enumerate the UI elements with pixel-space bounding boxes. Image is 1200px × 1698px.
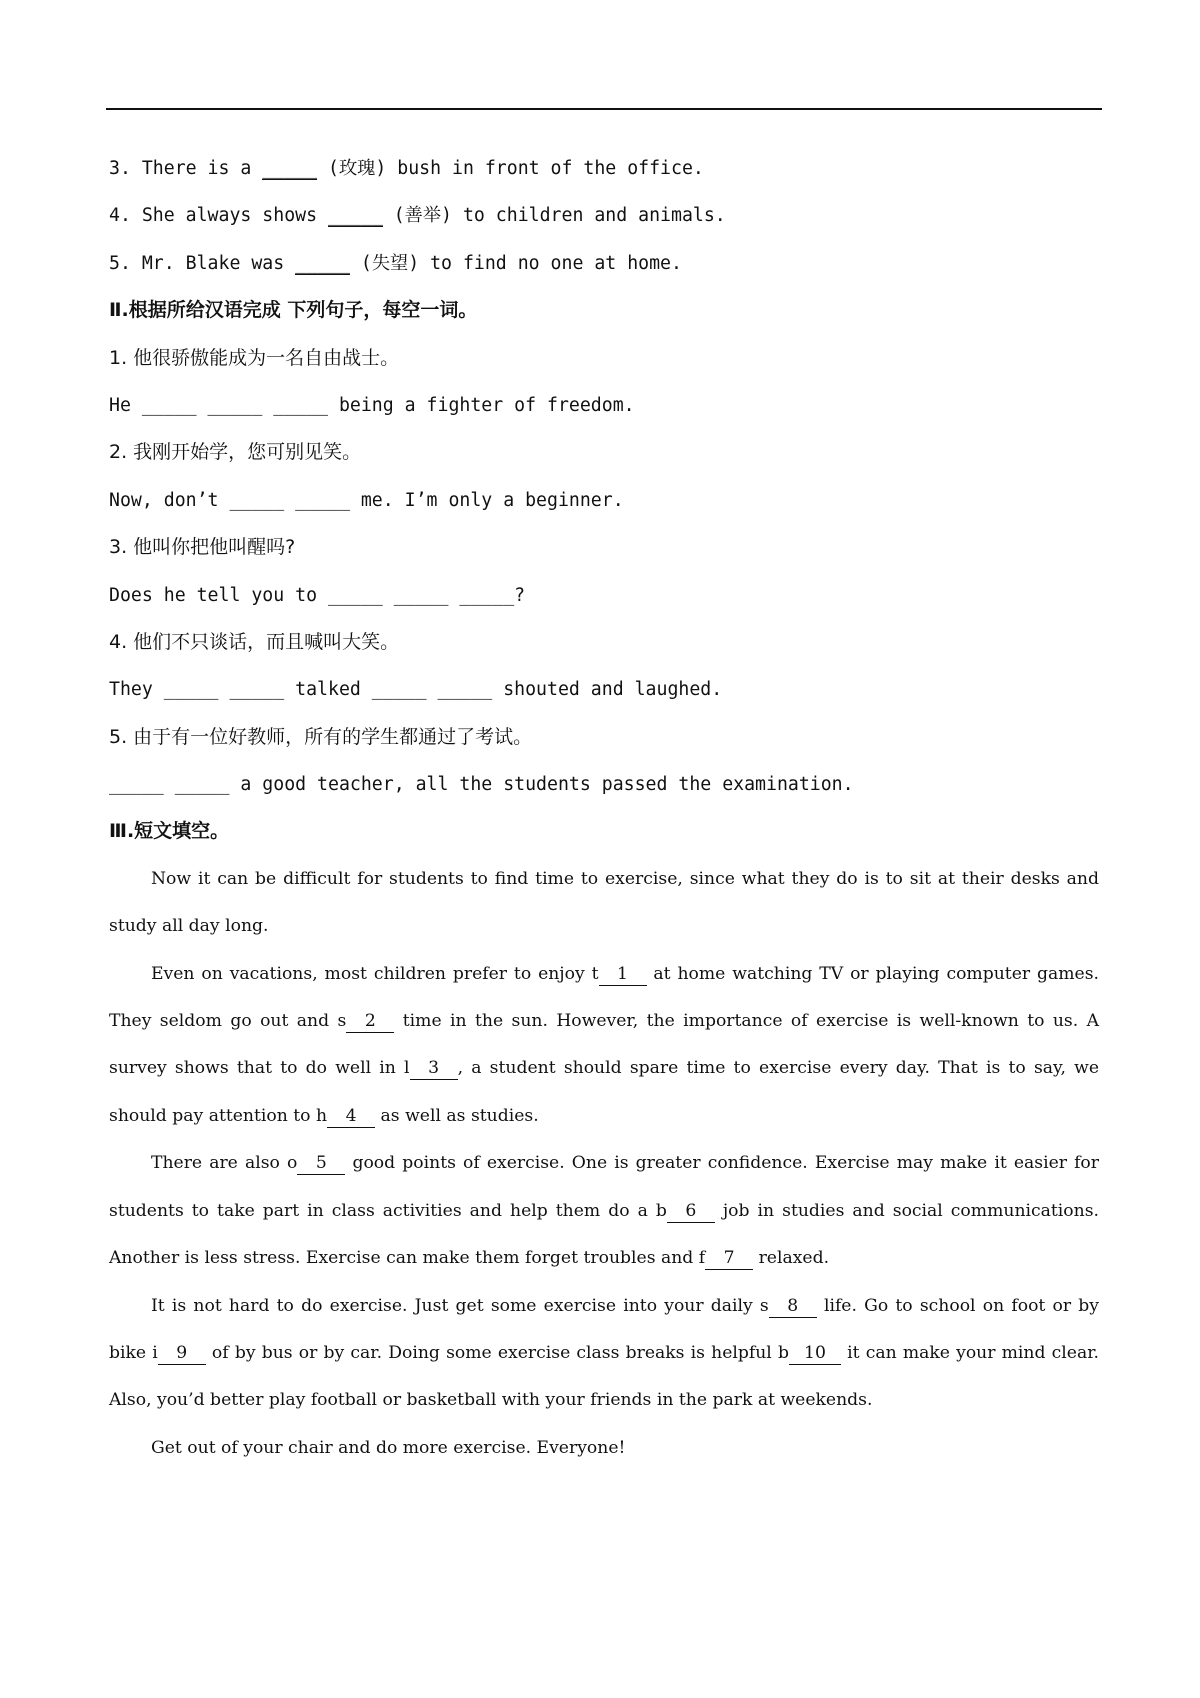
passage-paragraph-5: Get out of your chair and do more exercise. Everyone! [151,1437,626,1458]
part1-item-5 [109,240,1099,287]
passage-paragraph-2 [109,951,1099,1141]
item-text-before: She always shows [141,205,318,227]
passage-text: life. Go to school on foot or by bike i [109,1295,1099,1363]
part1-item-3 [109,145,1099,192]
passage-text: as well as studies. [375,1105,539,1126]
passage-text: it can make your mind clear. Also, you’d better play football or basketball with your friends in the park at weekends. [109,1342,1100,1411]
passage-blank-5[interactable]: 5 [297,1152,345,1175]
part2-item-3-english: Does he tell you to _____ _____ _____? [109,584,526,606]
passage-paragraph-3 [109,1140,1099,1282]
passage-text: good points of exercise. One is greater confidence. Exercise may make it easier for students to take part in class activities and help them do a b [109,1153,1099,1221]
passage-blank-9[interactable]: 9 [158,1342,206,1365]
passage-blank-2[interactable]: 2 [346,1010,394,1033]
answer-blank[interactable]: _____ [328,205,383,227]
item-hint: (善举) [393,205,452,227]
header-rule [106,108,1102,110]
passage-blank-3[interactable]: 3 [410,1057,458,1080]
part2-item-3-chinese: 3. 他叫你把他叫醒吗? [109,536,296,559]
passage-blank-1[interactable]: 1 [599,963,647,986]
passage-text: at home watching TV or playing computer games. They seldom go out and s [109,963,1099,1032]
part2-item-1-english: He _____ _____ _____ being a fighter of freedom. [109,394,635,416]
passage-blank-8[interactable]: 8 [769,1295,817,1318]
passage-text: job in studies and social communications. Another is less stress. Exercise can make them forget troubles and f [109,1200,1099,1269]
part2-item-1-chinese: 1. 他很骄傲能成为一名自由战士。 [109,346,400,369]
passage-text: , a student should spare time to exercise every day. That is to say, we should pay attention to h [109,1058,1100,1126]
part2-item-5-english: _____ _____ a good teacher, all the students passed the examination. [109,774,854,796]
part3-heading: Ⅲ.短文填空。 [109,820,230,843]
item-text-before: There is a [141,158,252,179]
passage-paragraph-1: Now it can be difficult for students to find time to exercise, since what they do is to sit at their desks and study all day long. [109,868,1099,937]
part2-item-4-chinese: 4. 他们不只谈话，而且喊叫大笑。 [109,630,400,653]
passage-blank-10[interactable]: 10 [789,1342,841,1365]
passage-paragraph-4 [109,1283,1099,1425]
passage-text: of by bus or by car. Doing some exercise class breaks is helpful b [205,1342,789,1363]
part2-item-5-chinese: 5. 由于有一位好教师，所有的学生都通过了考试。 [109,725,533,748]
item-number: 3. [109,158,131,179]
item-text-after: to children and animals. [462,205,726,227]
part1-item-4 [109,192,1099,239]
item-text-after: bush in front of the office. [397,158,704,179]
passage-text: There are also o [151,1153,298,1174]
part2-heading: Ⅱ.根据所给汉语完成 下列句子，每空一词。 [109,299,478,322]
passage-text: time in the sun. However, the importance of exercise is well-known to us. A survey shows that to do well in l [109,1011,1099,1079]
item-hint: (失望) [360,252,420,274]
item-text-before: Mr. Blake was [141,252,285,274]
answer-blank[interactable]: _____ [295,252,350,274]
part2-item-4-english: They _____ _____ talked _____ _____ shouted and laughed. [109,679,723,701]
item-number: 5. [109,252,131,274]
answer-blank[interactable]: _____ [262,158,318,179]
passage-text: Even on vacations, most children prefer to enjoy t [151,963,599,984]
item-text-after: to find no one at home. [430,252,682,274]
passage-blank-4[interactable]: 4 [327,1105,375,1128]
worksheet-content [109,145,1099,1472]
passage-blank-6[interactable]: 6 [667,1200,715,1223]
item-number: 4. [109,205,131,227]
passage-text: relaxed. [753,1248,830,1269]
passage-blank-7[interactable]: 7 [705,1247,753,1270]
part2-item-2-english: Now, don’t _____ _____ me. I’m only a beginner. [109,489,624,511]
part2-item-2-chinese: 2. 我刚开始学，您可别见笑。 [109,441,362,464]
item-hint: (玫瑰) [328,158,387,179]
passage-text: It is not hard to do exercise. Just get some exercise into your daily s [151,1295,769,1316]
